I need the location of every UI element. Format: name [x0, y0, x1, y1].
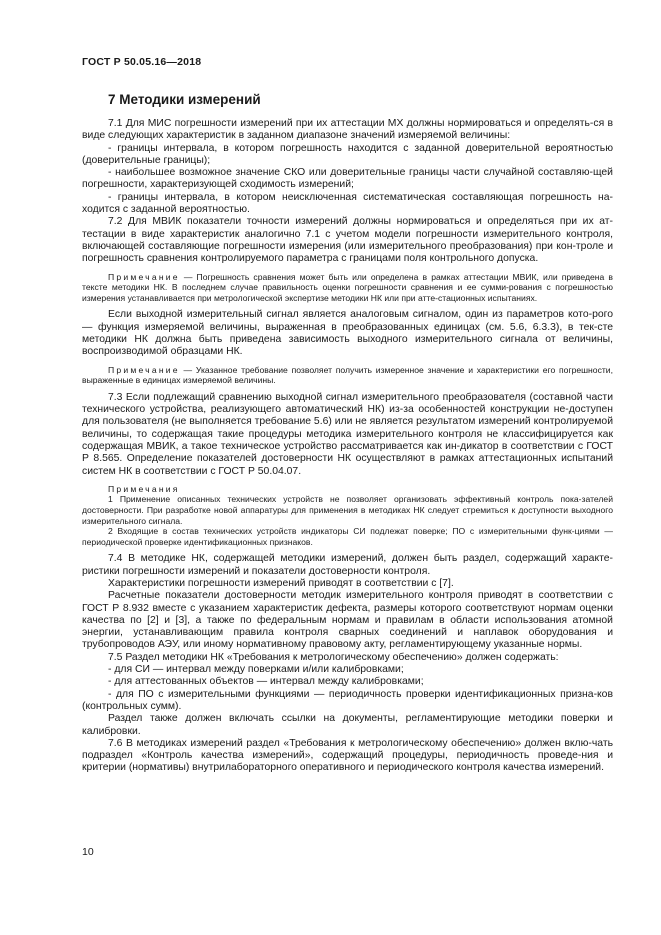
list-item: - для СИ — интервал между поверками и/или калибровками; — [108, 664, 404, 676]
note-label: Примечание — [108, 271, 180, 282]
body-paragraph: 7.5 Раздел методики НК «Требования к метрологическому обеспечению» должен содержать: — [108, 651, 559, 663]
notes-heading — [82, 484, 613, 495]
note-label: Примечание — [108, 364, 180, 375]
note-paragraph — [82, 526, 613, 547]
body-paragraph: 7.1 Для МИС погрешности измерений при их аттестации МХ должны нормироваться и определять-ся в виде следующих характеристик в заданном диапазоне значений измеряемой величины: — [82, 118, 613, 142]
list-item: - границы интервала, в котором неисключенная систематическая составляющая погрешность на-ходится с заданной вероятностью. — [82, 191, 613, 216]
note-text: 1 Применение описанных технических устройств не позволяет организовать эффективный контроль пока-зателей достоверности. При разработке новой аппаратуры для применения в методиках НК следует стремиться к доступности выходного измерительного сигнала. — [82, 494, 613, 526]
paragraph-list — [82, 118, 613, 775]
document-body — [82, 92, 613, 775]
list-item: - для аттестованных объектов — интервал между калибровками; — [108, 676, 424, 688]
note-paragraph — [82, 365, 613, 386]
page-number: 10 — [82, 846, 94, 858]
note-paragraph — [82, 272, 613, 304]
list-item: - наибольшее возможное значение СКО или доверительные границы части случайной составляю-щей погрешности, характеризующей сходимость измерений; — [82, 167, 613, 191]
notes-heading-label: Примечания — [108, 483, 180, 494]
document-header: ГОСТ Р 50.05.16—2018 — [82, 56, 202, 68]
list-item: - границы интервала, в котором погрешность находится с заданной доверительной вероятностью (доверительные границы); — [82, 142, 613, 166]
body-paragraph: 7.6 В методиках измерений раздел «Требования к метрологическому обеспечению» должен вклю-чать подраздел «Контроль качества измерений», содержащий процедуры, периодичность проведе-ния и критерии (нормативы) внутрилабораторного оперативного и периодического контроля качества измерений. — [82, 737, 613, 774]
section-title: 7 Методики измерений — [108, 92, 261, 107]
note-text: — Указанное требование позволяет получить измеренное значение и характеристики его погрешности, выраженные в единицах измеряемой величины. — [82, 364, 613, 386]
note-text: 2 Входящие в состав технических устройств индикаторы СИ подлежат поверке; ПО с измерительными функ-циями — периодической проверке идентификационных признаков. — [82, 526, 613, 547]
body-paragraph: Расчетные показатели достоверности методик измерительного контроля приводят в соответствии с ГОСТ Р 8.932 вместе с указанием характеристик дефекта, размеры которого соответствуют нормам оценки качества по [2] и [3], а также по федеральным нормам и правилам в области использования атомной энергии, устанавливающим правила контроля сварных соединений и наплавок оборудования и трубопроводов АЭУ, или иному нормативному правовому акту, регламентирующему указанные нормы. — [82, 590, 613, 651]
body-paragraph: 7.4 В методике НК, содержащей методики измерений, должен быть раздел, содержащий характе-ристики погрешности измерений и показатели достоверности контроля. — [82, 553, 613, 577]
list-item: - для ПО с измерительными функциями — периодичность проверки идентификационных призна-ков (контрольных сумм). — [82, 688, 613, 712]
body-paragraph: 7.3 Если подлежащий сравнению выходной сигнал измерительного преобразователя (составной части технического устройства, реализующего автоматический НК) из-за особенностей конструкции не-доступен для пользователя (не выполняется требование 5.6) или не является результатом измерений контролируемой величины, то содержащая такие процедуры методика измерительного контроля не классифицируется как содержащая МВИК, а такое техническое устройство рассматривается как ин-дикатор в соответствии с ГОСТ Р 8.565. Определение показателей достоверности НК осуществляют в рамках аттестационных испытаний систем НК в соответствии с ГОСТ Р 50.04.07. — [82, 391, 613, 477]
body-paragraph: Характеристики погрешности измерений приводят в соответствии с [7]. — [108, 577, 454, 589]
body-paragraph: Если выходной измерительный сигнал является аналоговым сигналом, один из параметров кото-рого — функция измеряемой величины, выраженная в преобразованных единицах (см. 5.6, 6.3.3), в тек-сте методики НК должна быть приведена зависимость выходного измерительного сигнала от величины, воспроизводимой образцами НК. — [82, 309, 613, 358]
body-paragraph: Раздел также должен включать ссылки на документы, регламентирующие методики поверки и калибровки. — [82, 713, 613, 737]
note-text: — Погрешность сравнения может быть или определена в рамках аттестации МВИК, или приведена в тексте методики НК. В последнем случае правильность оценки погрешности сравнения и ее сумми-рования с погрешностью измерения устанавливается при метрологической экспертизе методики НК или при атте-стационных испытаниях. — [82, 271, 613, 303]
body-paragraph: 7.2 Для МВИК показатели точности измерений должны нормироваться и определяться при их ат-тестации в виде характеристик аналогично 7.1 с учетом модели погрешности измерительного контроля, включающей составляющие погрешности измерения (или измерительного преобразования) при кон-троле и погрешность сравнения контролируемого параметра с границами поля контрольного допуска. — [82, 216, 613, 265]
note-paragraph — [82, 494, 613, 526]
